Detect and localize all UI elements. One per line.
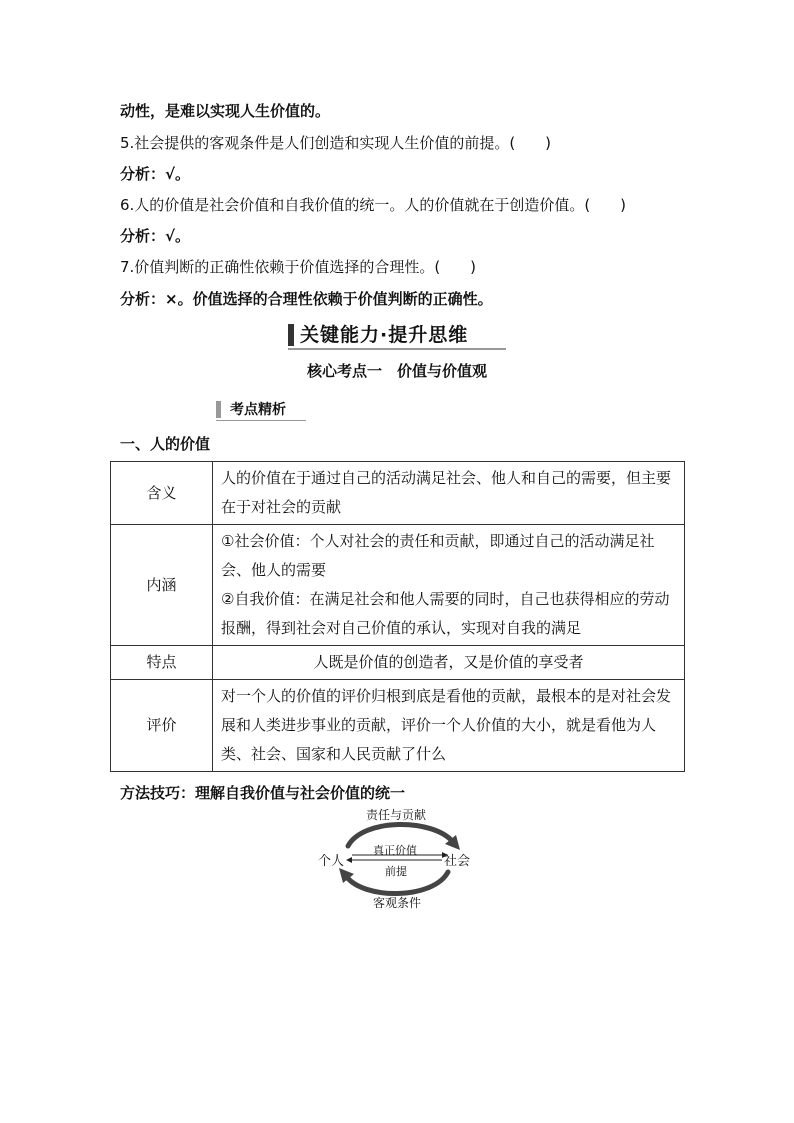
question-6: 6.人的价值是社会价值和自我价值的统一。人的价值就在于创造价值。( ) [120,196,627,214]
table-row-head: 评价 [111,680,213,772]
table-row [111,462,685,525]
table-row [111,680,685,772]
diagram-label-right: 社会 [444,854,471,869]
table-row-head: 内涵 [111,525,213,646]
sub-title: 核心考点一 价值与价值观 [306,362,487,380]
heading-1: 一、人的价值 [120,435,211,453]
table-cell-line: ①社会价值：个人对社会的责任和贡献，即通过自己的活动满足社会、他人的需要 [221,532,655,579]
section-banner [288,323,506,349]
table-cell: 对一个人的价值的评价归根到底是看他的贡献，最根本的是对社会发展和人类进步事业的贡献，评价一个人价值的大小，就是看他为人类、社会、国家和人民贡献了什么 [213,680,685,772]
table-cell-line: ②自我价值：在满足社会和他人需要的同时，自己也获得相应的劳动报酬，得到社会对自己价值的承认，实现对自我的满足 [221,590,670,637]
table-cell: 人的价值在于通过自己的活动满足社会、他人和自己的需要，但主要在于对社会的贡献 [213,462,685,525]
diagram-label-left: 个人 [318,854,345,869]
section-banner-title: 关键能力·提升思维 [300,324,469,346]
table-row-head: 含义 [111,462,213,525]
method-title: 方法技巧：理解自我价值与社会价值的统一 [120,784,406,802]
answer-5: 分析：√。 [120,165,191,183]
text-line-1: 动性，是难以实现人生价值的。 [120,102,331,120]
value-cycle-diagram [318,806,476,912]
banner-bar-mark [288,324,294,346]
question-7: 7.价值判断的正确性依赖于价值选择的合理性。( ) [120,258,477,276]
table-row-head: 特点 [111,646,213,680]
banner-underline [288,348,506,350]
diagram-label-mid-top: 真正价值 [373,844,417,857]
tag-underline [216,420,306,421]
middle-arrowhead-left [346,857,352,863]
diagram-label-bottom: 客观条件 [373,896,422,910]
tag-label [216,399,306,421]
value-table [110,461,685,772]
table-row [111,646,685,680]
diagram-label-mid-bottom: 前提 [385,865,407,878]
diagram-label-top: 责任与贡献 [366,808,427,822]
table-cell [213,525,685,646]
tag-bar-mark [216,401,221,418]
answer-7: 分析：×。价值选择的合理性依赖于价值判断的正确性。 [120,290,493,308]
question-5: 5.社会提供的客观条件是人们创造和实现人生价值的前提。( ) [120,134,552,152]
answer-6: 分析：√。 [120,227,191,245]
table-row [111,525,685,646]
tag-text: 考点精析 [230,402,286,418]
table-cell: 人既是价值的创造者，又是价值的享受者 [213,646,685,680]
